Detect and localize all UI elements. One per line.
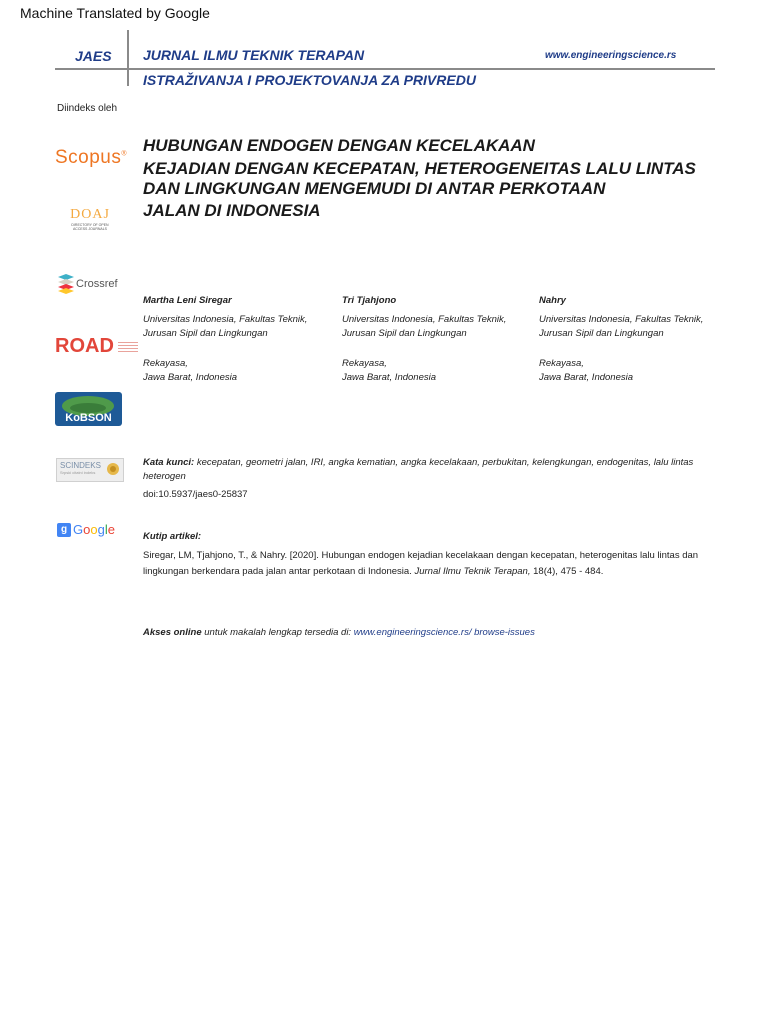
author-affiliation: Universitas Indonesia, Fakultas Teknik, — [342, 314, 507, 325]
scopus-logo-text: Scopus — [55, 147, 122, 168]
keywords — [143, 456, 703, 484]
author-department: Jurusan Sipil dan Lingkungan — [342, 328, 467, 339]
title-line: JALAN DI INDONESIA — [143, 201, 321, 220]
access-link[interactable]: www.engineeringscience.rs/ browse-issues — [353, 627, 535, 638]
article-title — [143, 136, 743, 221]
author-affiliation: Universitas Indonesia, Fakultas Teknik, — [143, 314, 308, 325]
author-block — [539, 294, 703, 385]
author-name: Martha Leni Siregar — [143, 295, 232, 306]
author-name: Tri Tjahjono — [342, 295, 397, 306]
google-g-icon: g — [57, 523, 71, 537]
title-line: HUBUNGAN ENDOGEN DENGAN KECELAKAAN — [143, 136, 535, 155]
doaj-logo[interactable] — [70, 207, 110, 237]
doaj-logo-text: DOAJ — [70, 207, 110, 222]
keywords-label: Kata kunci: — [143, 457, 195, 468]
author-city: Rekayasa, — [539, 358, 584, 369]
access-label: Akses online — [143, 627, 202, 638]
kobson-logo-text: KoBSON — [65, 412, 112, 424]
machine-translated-banner: Machine Translated by Google — [20, 5, 210, 21]
author-affiliation: Universitas Indonesia, Fakultas Teknik, — [539, 314, 704, 325]
scindeks-emblem-icon — [106, 462, 120, 476]
crossref-logo[interactable] — [58, 274, 118, 294]
keywords-text: kecepatan, geometri jalan, IRI, angka kematian, angka kecelakaan, perbukitan, kelengkungan, endogenitas, lalu lintas heterogen — [143, 457, 694, 482]
citation-pages: 18(4), 475 - 484. — [533, 566, 604, 577]
road-logo-fineprint — [118, 340, 138, 354]
citation — [143, 548, 703, 580]
indexed-by-label: Diindeks oleh — [57, 103, 118, 114]
author-region: Jawa Barat, Indonesia — [342, 372, 437, 383]
google-logo-text: Google — [73, 522, 115, 537]
author-department: Jurusan Sipil dan Lingkungan — [539, 328, 664, 339]
scindeks-logo-subtext: Srpski citatni indeks — [60, 470, 96, 475]
author-region: Jawa Barat, Indonesia — [143, 372, 238, 383]
header-divider — [55, 68, 715, 70]
scopus-logo[interactable]: Scopus® — [55, 147, 128, 168]
doi-text[interactable]: doi:10.5937/jaes0-25837 — [143, 489, 248, 500]
author-name: Nahry — [539, 295, 566, 306]
cite-heading: Kutip artikel: — [143, 531, 202, 542]
scindeks-logo[interactable] — [56, 458, 124, 482]
author-block — [143, 294, 307, 385]
author-city: Rekayasa, — [143, 358, 188, 369]
header-vertical-divider — [127, 30, 129, 86]
road-logo[interactable] — [55, 335, 138, 358]
journal-abbr: JAES — [75, 48, 112, 64]
title-line: DAN LINGKUNGAN MENGEMUDI DI ANTAR PERKOTAAN — [143, 179, 606, 198]
author-region: Jawa Barat, Indonesia — [539, 372, 634, 383]
crossref-logo-text: Crossref — [76, 278, 118, 290]
online-access — [143, 627, 535, 638]
scindeks-logo-text: SCINDEKS — [60, 461, 101, 470]
journal-url-link[interactable]: www.engineeringscience.rs — [545, 50, 677, 61]
road-logo-text: ROAD — [55, 335, 114, 357]
journal-title: JURNAL ILMU TEKNIK TERAPAN — [143, 47, 365, 63]
author-city: Rekayasa, — [342, 358, 387, 369]
crossref-icon — [58, 274, 74, 294]
access-text: untuk makalah lengkap tersedia di: — [204, 627, 352, 638]
title-line: KEJADIAN DENGAN KECEPATAN, HETEROGENEITAS LALU LINTAS — [143, 159, 696, 178]
author-department: Jurusan Sipil dan Lingkungan — [143, 328, 268, 339]
author-block — [342, 294, 506, 385]
kobson-logo[interactable] — [55, 392, 122, 426]
doaj-logo-subtext: DIRECTORY OF OPEN ACCESS JOURNALS — [71, 223, 109, 231]
google-scholar-logo[interactable] — [57, 522, 115, 537]
citation-text: Siregar, LM, Tjahjono, T., & Nahry. [2020]. Hubungan endogen kejadian kecelakaan dengan kecepatan, heterogenitas lalu lintas dan lingkungan berkendara pada jalan antar perkotaan di Indonesia. — [143, 550, 699, 577]
journal-subtitle: ISTRAŽIVANJA I PROJEKTOVANJA ZA PRIVREDU — [143, 72, 476, 88]
citation-journal: Jurnal Ilmu Teknik Terapan, — [414, 566, 531, 577]
